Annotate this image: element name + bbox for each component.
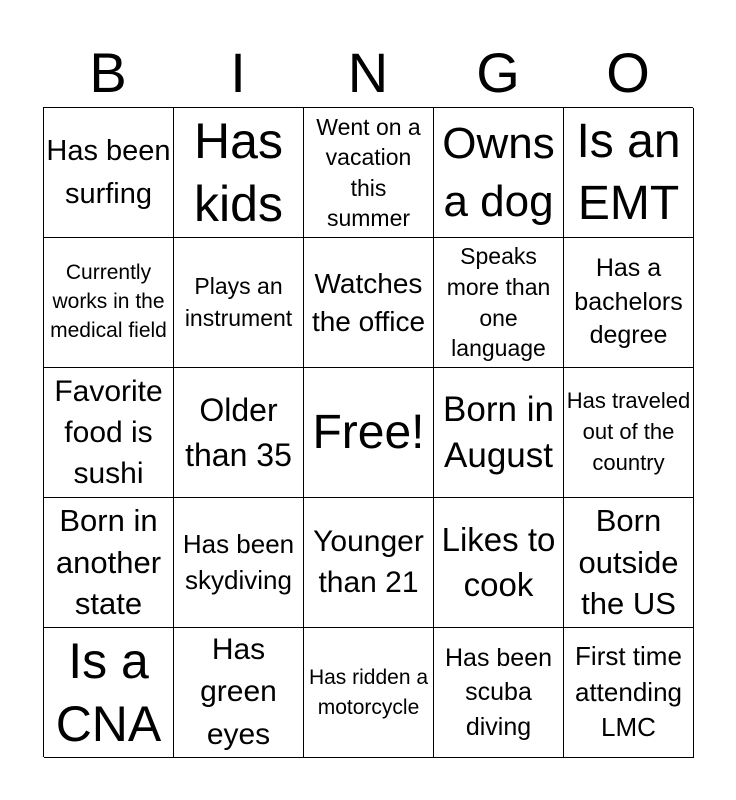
bingo-cell[interactable]: [174, 498, 304, 628]
bingo-cell[interactable]: [564, 498, 694, 628]
bingo-cell-text: Has been skydiving: [182, 528, 295, 595]
bingo-cell[interactable]: [44, 498, 174, 628]
bingo-cell-text: Has traveled out of the country: [566, 388, 691, 475]
bingo-cell-text: Younger than 21: [313, 525, 424, 599]
bingo-cell[interactable]: [174, 238, 304, 368]
bingo-cell[interactable]: [44, 238, 174, 368]
bingo-cell-text: Is a CNA: [55, 633, 162, 752]
bingo-cell[interactable]: [564, 368, 694, 498]
header-letter-g: G: [476, 41, 520, 104]
bingo-cell[interactable]: [44, 108, 174, 238]
bingo-cell-text: Currently works in the medical field: [50, 261, 167, 342]
bingo-cell[interactable]: [564, 628, 694, 758]
bingo-cell-text: Is an EMT: [576, 115, 681, 230]
bingo-cell-text: Has kids: [194, 113, 283, 232]
bingo-cell-text: Went on a vacation this summer: [316, 113, 421, 231]
bingo-cell-text: Born in another state: [55, 502, 162, 622]
bingo-cell-text: Watches the office: [311, 267, 426, 337]
bingo-cell[interactable]: [174, 108, 304, 238]
bingo-cell-text: Has been scuba diving: [444, 643, 553, 741]
bingo-cell[interactable]: [564, 238, 694, 368]
bingo-cell[interactable]: [174, 628, 304, 758]
bingo-cell[interactable]: [304, 628, 434, 758]
bingo-cell-text: Born outside the US: [578, 502, 679, 622]
bingo-cell-text: Older than 35: [185, 392, 292, 473]
bingo-cell[interactable]: [44, 368, 174, 498]
bingo-cell[interactable]: [304, 108, 434, 238]
bingo-cell[interactable]: [304, 498, 434, 628]
bingo-grid: [43, 107, 693, 757]
bingo-cell[interactable]: [434, 498, 564, 628]
bingo-cell[interactable]: [434, 628, 564, 758]
header-letter-o: O: [606, 41, 650, 104]
bingo-cell-text: Has been surfing: [46, 135, 171, 210]
bingo-cell-text: Likes to cook: [441, 520, 556, 603]
bingo-header: [43, 42, 693, 104]
bingo-cell-text: Has a bachelors degree: [574, 253, 683, 350]
bingo-cell[interactable]: [304, 238, 434, 368]
bingo-cell-text: Has ridden a motorcycle: [308, 665, 429, 719]
bingo-cell[interactable]: [564, 108, 694, 238]
bingo-cell-text: Free!: [312, 405, 425, 459]
bingo-cell[interactable]: [434, 238, 564, 368]
header-letter-i: I: [230, 41, 246, 104]
bingo-cell-text: Plays an instrument: [184, 273, 293, 331]
bingo-cell-text: Favorite food is sushi: [54, 374, 163, 491]
bingo-cell[interactable]: [44, 628, 174, 758]
bingo-cell-text: Born in August: [443, 390, 554, 475]
bingo-cell-text: Has green eyes: [200, 632, 277, 751]
bingo-cell[interactable]: [304, 368, 434, 498]
header-letter-n: N: [347, 41, 389, 104]
bingo-cell-text: Owns a dog: [442, 119, 555, 226]
bingo-cell-text: First time attending LMC: [575, 641, 682, 743]
bingo-cell[interactable]: [434, 108, 564, 238]
bingo-cell[interactable]: [434, 368, 564, 498]
header-letter-b: B: [89, 41, 127, 104]
bingo-cell-text: Speaks more than one language: [446, 243, 551, 362]
bingo-cell[interactable]: [174, 368, 304, 498]
